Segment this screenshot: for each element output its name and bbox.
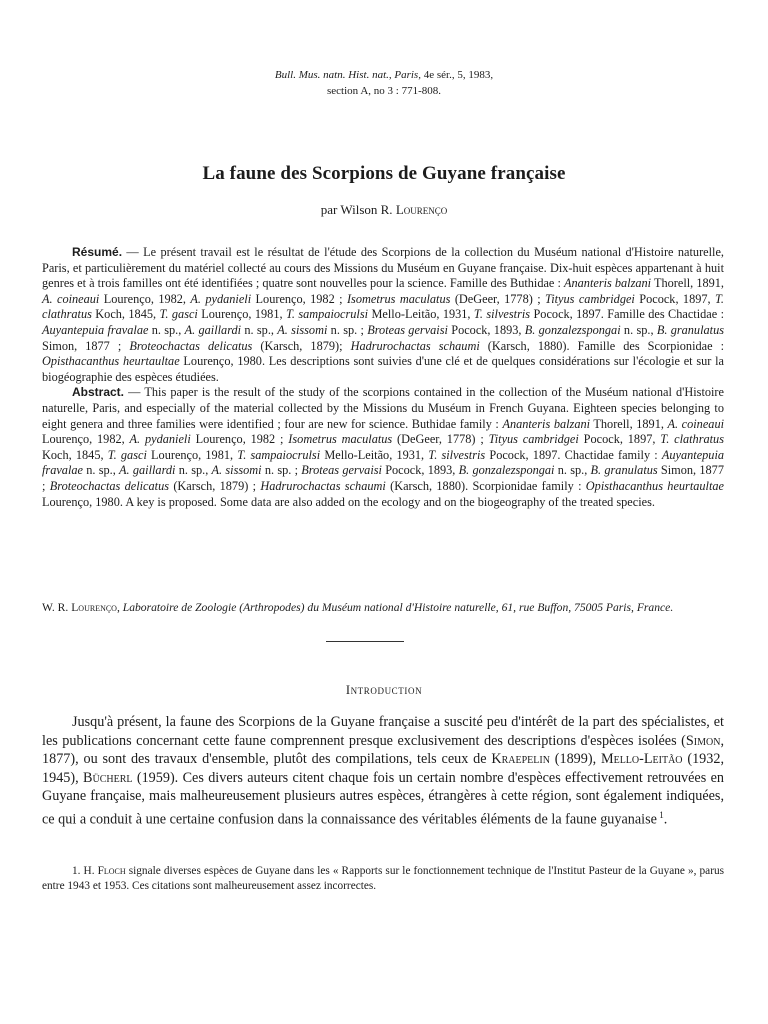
species-text: Lourenço, 1980. A key is proposed. Some data are also added on the ecology and on the biogeography of the treated species. — [42, 494, 655, 509]
cited-author: Mello-Leitão — [600, 751, 683, 768]
intro-text: Jusqu'à présent, la faune des Scorpions de la Guyane française a suscité peu d'intérêt de la part des spécialistes, et les publications concernant cette faune comprennent presque exclusivement des descriptions d'espèces isolées ( — [42, 714, 724, 749]
resume-species-list — [42, 276, 724, 384]
journal-reference — [150, 67, 618, 99]
species-text: (Karsch, 1880). Scorpionidae family : — [385, 478, 586, 493]
species-name: Opisthacanthus heurtaultae — [585, 478, 724, 493]
species-name: Isometrus maculatus — [288, 432, 393, 447]
cited-author: Kraepelin — [491, 751, 550, 768]
section-separator — [326, 641, 404, 642]
cited-author: Bücherl — [83, 769, 133, 786]
species-name: B. granulatus — [590, 463, 658, 478]
species-name: Hadrurochactas schaumi — [350, 338, 480, 353]
species-name: Auyantepuia fravalae — [42, 322, 149, 337]
species-name: T. clathratus — [42, 291, 725, 322]
species-text: n. sp., — [554, 463, 591, 478]
species-text: Lourenço, 1980. Les descriptions sont suivies d'une clé et de quelques considérations sur l'écologie et sur la biogéographie des espèces étudiées. — [42, 354, 724, 384]
species-text: Lourenço, 1982, — [42, 432, 130, 447]
species-text: Pocock, 1897. Famille des Chactidae : — [530, 307, 725, 322]
resume-text: Le présent travail est le résultat de l'étude des Scorpions de la collection du Muséum national d'Histoire naturelle, Paris, et particulièrement du matériel collecté au cours des Missions du Muséum en Guyane française. Dix-huit espèces appartenant à huit genres et à trois familles ont été identifiées ; quatre sont nouvelles pour la science. Famille des Buthidae : — [42, 245, 724, 291]
species-text: Thorell, 1891, — [651, 276, 724, 291]
species-name: Broteas gervaisi — [367, 322, 448, 337]
species-name: A. sissomi — [211, 463, 262, 478]
species-text: Lourenço, 1981, — [197, 307, 286, 322]
species-name: Ananteris balzani — [563, 276, 652, 291]
intro-text: (1959). Ces divers auteurs citent chaque fois un certain nombre d'espèces effectivement retrouvées en Guyane française, mais malheureusement plusieurs autres espèces, étrangères à cette région, sont également indiquées, ce qui a conduit à une certaine confusion dans la connaissance des véritables éléments de la faune guyanaise — [42, 769, 724, 828]
intro-text: , 1877), ou sont des travaux d'ensemble, plutôt des compilations, tels ceux de — [42, 732, 724, 768]
cited-author: Simon — [685, 732, 721, 749]
address-author: W. R. Lourenço, — [42, 601, 120, 614]
species-name: A. gaillardi — [119, 463, 176, 478]
species-name: T. gasci — [159, 307, 198, 322]
species-text: n. sp. ; — [327, 322, 368, 337]
species-text: n. sp., — [241, 322, 278, 337]
abstract-dash: — — [124, 385, 145, 400]
species-name: A. coineaui — [42, 291, 100, 306]
species-text: n. sp., — [175, 463, 212, 478]
species-text: Lourenço, 1981, — [146, 447, 238, 462]
species-text: Pocock, 1893, — [447, 322, 525, 337]
species-name: A. pydanieli — [129, 432, 191, 447]
species-name: Auyantepuia fravalae — [42, 447, 725, 478]
species-text: Pocock, 1897. Chactidae family : — [485, 447, 662, 462]
species-text: Koch, 1845, — [42, 447, 108, 462]
footnote-author: Floch — [97, 865, 126, 877]
species-name: A. coineaui — [667, 416, 725, 431]
footnote-text: signale diverses espèces de Guyane dans les « Rapports sur le fonctionnement technique de l'Institut Pasteur de la Guyane », parus entre 1943 et 1953. Ces citations sont malheureusement assez incorrectes. — [42, 865, 724, 892]
author-address — [42, 600, 724, 616]
species-name: T. gasci — [107, 447, 147, 462]
abstract-label: Abstract. — [72, 385, 125, 400]
byline-surname: Lourenço — [395, 202, 448, 217]
species-text: Mello-Leitão, 1931, — [320, 447, 429, 462]
introduction-paragraph — [42, 713, 724, 829]
journal-series: 4e sér., 5, 1983, — [423, 69, 494, 81]
species-text: Thorell, 1891, — [590, 416, 668, 431]
species-text: Lourenço, 1982 ; — [190, 432, 289, 447]
species-name: A. pydanieli — [190, 291, 252, 306]
species-text: n. sp., — [82, 463, 120, 478]
species-name: T. silvestris — [473, 307, 531, 322]
species-text: (DeGeer, 1778) ; — [392, 432, 489, 447]
intro-text: (1932, 1945), — [42, 751, 724, 786]
species-name: Opisthacanthus heurtaultae — [42, 354, 180, 369]
species-text: n. sp., — [620, 322, 657, 337]
species-name: T. clathratus — [660, 432, 724, 447]
species-text: (DeGeer, 1778) ; — [450, 291, 546, 306]
species-text: (Karsch, 1879); — [252, 338, 351, 353]
species-text: Lourenço, 1982, — [99, 291, 191, 306]
species-text: Pocock, 1897, — [634, 291, 715, 306]
summary-block — [42, 245, 724, 510]
address-text: Laboratoire de Zoologie (Arthropodes) du Muséum national d'Histoire naturelle, 61, rue Buffon, 75005 Paris, France. — [119, 601, 674, 614]
intro-text: (1899), — [549, 751, 601, 768]
species-name: T. sampaiocrulsi — [285, 307, 369, 322]
intro-period: . — [663, 811, 668, 828]
species-text: (Karsch, 1879) ; — [169, 478, 261, 493]
species-name: Broteochactas delicatus — [49, 478, 170, 493]
species-name: B. granulatus — [656, 322, 725, 337]
species-name: A. sissomi — [277, 322, 328, 337]
species-text: n. sp., — [148, 322, 185, 337]
resume-dash: — — [122, 245, 144, 259]
species-name: Hadrurochactas schaumi — [260, 478, 386, 493]
species-text: Simon, 1877 ; — [42, 463, 724, 493]
species-name: Isometrus maculatus — [346, 291, 451, 306]
species-text: Mello-Leitão, 1931, — [368, 307, 474, 322]
species-name: T. silvestris — [428, 447, 486, 462]
species-name: Broteas gervaisi — [301, 463, 382, 478]
species-text: Simon, 1877 ; — [42, 338, 130, 353]
species-text: Pocock, 1893, — [381, 463, 459, 478]
abstract-text: This paper is the result of the study of the scorpions contained in the collection of the Muséum national d'Histoire naturelle, Paris, and especially of the material collected by the Missions du Muséum in French Guyana. Eighteen species belonging to eight genera and three families were identified ; four are new for science. Buthidae family : — [42, 385, 724, 431]
resume-paragraph — [42, 245, 724, 385]
byline-prefix: par Wilson R. — [320, 202, 393, 217]
species-text: n. sp. ; — [261, 463, 302, 478]
species-name: B. gonzalezspongai — [458, 463, 555, 478]
article-byline — [60, 202, 708, 218]
species-name: B. gonzalezspongai — [524, 322, 621, 337]
footnote-number: 1. H. — [72, 865, 95, 877]
species-name: Tityus cambridgei — [488, 432, 579, 447]
journal-name: Bull. Mus. natn. Hist. nat., Paris, — [274, 69, 421, 81]
species-name: T. sampaiocrulsi — [237, 447, 321, 462]
footnote-reference[interactable]: 1 — [656, 809, 664, 820]
species-text: Pocock, 1897, — [578, 432, 661, 447]
introduction-heading: Introduction — [345, 683, 423, 697]
species-name: Ananteris balzani — [502, 416, 591, 431]
species-text: (Karsch, 1880). Famille des Scorpionidae : — [479, 338, 724, 353]
article-title: La faune des Scorpions de Guyane française — [202, 163, 566, 184]
species-text: Lourenço, 1982 ; — [251, 291, 347, 306]
resume-label: Résumé. — [72, 245, 123, 259]
species-name: Broteochactas delicatus — [129, 338, 253, 353]
journal-section: section A, no 3 : 771-808. — [327, 85, 441, 97]
species-name: A. gaillardi — [184, 322, 242, 337]
species-text: Koch, 1845, — [91, 307, 160, 322]
species-name: Tityus cambridgei — [545, 291, 635, 306]
footnote — [42, 864, 724, 893]
abstract-paragraph — [42, 385, 724, 510]
